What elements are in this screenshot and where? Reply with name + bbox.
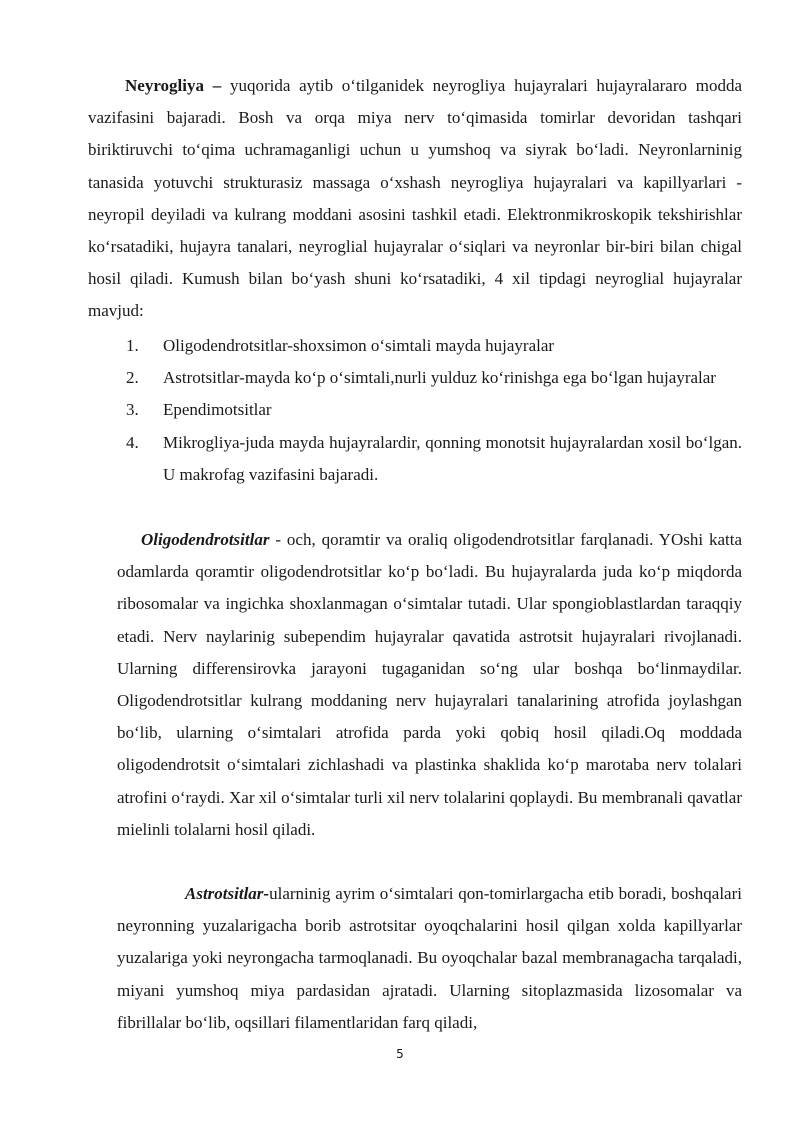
term-oligodendrotsitlar: Oligodendrotsitlar [141, 530, 270, 549]
list-item [126, 394, 742, 426]
term-astrotsitlar: Astrotsitlar- [185, 884, 270, 903]
list-number: 1. [126, 336, 139, 355]
list-number: 2. [126, 368, 139, 388]
paragraph-oligodendrotsitlar [117, 524, 742, 846]
list-item-text: Mikrogliya-juda mayda hujayralardir, qonning monotsit hujayralardan xosil bo‘lgan. U makrofag vazifasini bajaradi. [163, 432, 742, 484]
list-item [126, 330, 742, 362]
term-neyrogliya: Neyrogliya – [125, 76, 222, 95]
glia-types-list [126, 330, 742, 491]
paragraph-astrotsitlar [117, 878, 742, 1039]
list-item [126, 427, 742, 491]
list-number: 4. [126, 432, 139, 452]
page-number: 5 [396, 1047, 404, 1061]
list-item-text: Oligodendrotsitlar-shoxsimon o‘simtali mayda hujayralar [163, 336, 555, 355]
paragraph-text: yuqorida aytib o‘tilganidek neyrogliya hujayralari hujayralararo modda vazifasini bajaradi. Bosh va orqa miya nerv to‘qimasida tomirlar devoridan tashqari biriktiruvchi to‘qima uchramaganligi uchun u yumshoq va siyrak bo‘ladi. Neyronlarninig tanasida yotuvchi strukturasiz massaga o‘xshash neyrogliya hujayralari va kapillyarlari - neyropil deyiladi va kulrang moddani asosini tashkil etadi. Elektronmikroskopik tekshirishlar ko‘rsatadiki, hujayra tanalari, neyroglial hujayralar o‘siqlari va neyronlar bir-biri bilan chigal hosil qiladi. Kumush bilan bo‘yash shuni ko‘rsatadiki, 4 xil tipdagi neyroglial hujayralar mavjud: [88, 76, 742, 321]
list-item-text: Ependimotsitlar [163, 400, 272, 420]
list-item-text: Astrotsitlar-mayda ko‘p o‘simtali,nurli yulduz ko‘rinishga ega bo‘lgan hujayralar [163, 368, 716, 388]
paragraph-neyrogliya [88, 70, 742, 328]
paragraph-text: ularninig ayrim o‘simtalari qon-tomirlargacha etib boradi, boshqalari neyronning yuzalarigacha borib astrotsitar oyoqchalarini hosil qilgan xolda kapillyarlar yuzalariga yoki neyrongacha tarmoqlanadi. Bu oyoqchalar bazal membranagacha tarqaladi, miyani yumshoq miya pardasidan ajratadi. Ularning sitoplazmasida lizosomalar va fibrillalar bo‘lib, oqsillari filamentlaridan farq qiladi, [117, 884, 742, 1032]
paragraph-text: - och, qoramtir va oraliq oligodendrotsitlar farqlanadi. YOshi katta odamlarda qoramtir oligodendrotsitlar ko‘p bo‘ladi. Bu hujayralarda juda ko‘p miqdorda ribosomalar va ingichka shoxlanmagan o‘simtalar tutadi. Ular spongioblastlardan taraqqiy etadi. Nerv naylarinig subependim hujayralar qavatida astrotsit hujayralari rivojlanadi. Ularning differensirovka jarayoni tugaganidan so‘ng ular boshqa bo‘linmaydilar. Oligodendrotsitlar kulrang moddaning nerv hujayralari tanalarining atrofida joylashgan bo‘lib, ularning o‘simtalari atrofida parda yoki qobiq hosil qiladi.Oq moddada oligodendrotsit o‘simtalari zichlashadi va plastinka shaklida ko‘p marotaba nerv tolalari atrofini o‘raydi. Xar xil o‘simtalar turli xil nerv tolalarini qoplaydi. Bu membranali qavatlar mielinli tolalarni hosil qiladi. [117, 530, 742, 839]
list-item [126, 362, 742, 394]
list-number: 3. [126, 400, 139, 420]
